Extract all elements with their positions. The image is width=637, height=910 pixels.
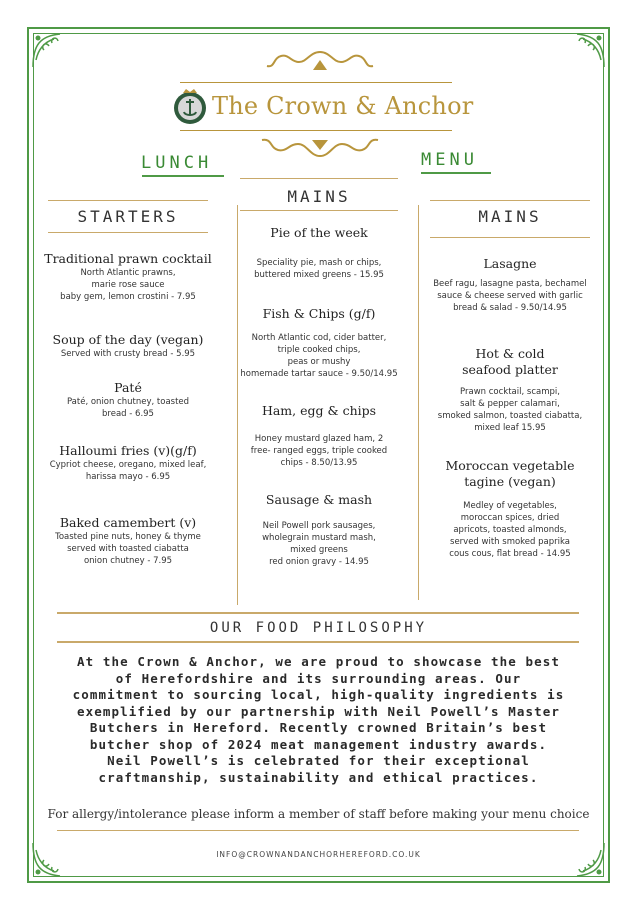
starters-rule-top [48, 200, 208, 201]
corner-flourish-bottom-right-icon [567, 840, 607, 880]
dish-desc: North Atlantic prawns, [80, 268, 176, 278]
dish-name: Moroccan vegetable tagine (vegan) [445, 458, 575, 489]
mains-center-rule-top [240, 178, 398, 179]
dish-desc: red onion gravy - 14.95 [269, 557, 369, 567]
main-item [425, 458, 595, 560]
mains-right-rule-top [430, 200, 590, 201]
dish-name: Ham, egg & chips [261, 403, 377, 418]
dish-desc: apricots, toasted almonds, [453, 525, 567, 535]
starter-item [42, 332, 214, 360]
starter-item [42, 515, 214, 567]
dish-desc: mixed greens [290, 545, 348, 555]
philosophy-line: Butchers in Hereford. Recently crowned Britain’s best [89, 720, 548, 735]
column-divider-right [418, 205, 419, 600]
main-item [240, 492, 398, 568]
dish-desc: triple cooked chips, [277, 345, 361, 355]
main-item [240, 306, 398, 380]
dish-desc: sauce & cheese served with garlic [437, 291, 583, 301]
dish-desc: bread & salad - 9.50/14.95 [453, 303, 567, 313]
mains-center-rule-bottom [240, 210, 398, 211]
crown-anchor-badge-icon [172, 88, 208, 126]
corner-flourish-bottom-left-icon [30, 840, 70, 880]
title-rule-top [180, 82, 452, 83]
dish-desc: marie rose sauce [91, 280, 165, 290]
mains-right-rule-bottom [430, 237, 590, 238]
dish-name: Paté [114, 380, 142, 395]
dish-desc: harissa mayo - 6.95 [85, 472, 171, 482]
dish-desc: wholegrain mustard mash, [262, 533, 376, 543]
dish-desc: mixed leaf 15.95 [474, 423, 546, 433]
dish-desc: chips - 8.50/13.95 [280, 458, 358, 468]
dish-name: Sausage & mash [265, 492, 373, 507]
main-item [425, 256, 595, 314]
dish-desc: buttered mixed greens - 15.95 [254, 270, 384, 280]
dish-desc: homemade tartar sauce - 9.50/14.95 [240, 369, 398, 379]
dish-desc: Neil Powell pork sausages, [262, 521, 376, 531]
philosophy-line: craftmanship, sustainability and ethical practices. [98, 769, 539, 785]
philosophy-line: At the Crown & Anchor, we are proud to showcase the best [76, 654, 561, 669]
philosophy-rule-top [57, 612, 579, 614]
main-item [240, 225, 398, 281]
dish-desc: North Atlantic cod, cider batter, [251, 333, 387, 343]
lunch-underline [142, 175, 224, 177]
philosophy-line: exemplified by our partnership with Neil Powell’s Master [76, 703, 561, 719]
philosophy-line: Neil Powell’s is celebrated for their exceptional [107, 753, 530, 768]
dish-name: Pie of the week [270, 225, 368, 240]
corner-flourish-top-left-icon [30, 30, 70, 70]
main-item [240, 403, 398, 469]
dish-desc: moroccan spices, dried [460, 513, 560, 523]
mains-center-heading: MAINS [287, 187, 351, 206]
lunch-label: LUNCH [141, 153, 213, 173]
menu-label: MENU [421, 150, 478, 170]
dish-desc: cous cous, flat bread - 14.95 [449, 549, 571, 559]
dish-name: Traditional prawn cocktail [44, 251, 212, 266]
menu-underline [421, 172, 491, 174]
starter-item [42, 443, 214, 483]
philosophy-heading: OUR FOOD PHILOSOPHY [209, 620, 428, 636]
dish-desc: Served with crusty bread - 5.95 [60, 349, 196, 359]
philosophy-line: commitment to sourcing local, high-quality ingredients is [72, 687, 565, 702]
dish-desc: Medley of vegetables, [463, 501, 557, 511]
starter-item [42, 251, 214, 303]
dish-desc: served with toasted ciabatta [67, 544, 189, 554]
dish-name: Baked camembert (v) [59, 515, 197, 530]
dish-desc: Paté, onion chutney, toasted [66, 397, 190, 407]
starter-item [42, 380, 214, 420]
dish-desc: Beef ragu, lasagne pasta, bechamel [433, 279, 587, 289]
title-rule-bottom [180, 130, 452, 131]
brand-title: The Crown & Anchor [212, 92, 474, 120]
main-item [425, 346, 595, 434]
corner-flourish-top-right-icon [567, 30, 607, 70]
dish-desc: baby gem, lemon crostini - 7.95 [60, 292, 196, 302]
dish-name: Halloumi fries (v)(g/f) [59, 443, 197, 458]
dish-name: Hot & cold seafood platter [462, 346, 558, 377]
dish-name: Soup of the day (vegan) [52, 332, 204, 347]
dish-desc: Toasted pine nuts, honey & thyme [55, 532, 201, 542]
footer-rule [57, 830, 579, 831]
dish-desc: served with smoked paprika [450, 537, 570, 547]
philosophy-rule-bottom [57, 641, 579, 643]
dish-desc: smoked salmon, toasted ciabatta, [437, 411, 583, 421]
philosophy-line: butcher shop of 2024 meat management industry awards. [89, 736, 548, 752]
dish-desc: Prawn cocktail, scampi, [460, 387, 560, 397]
philosophy-text [55, 654, 582, 786]
dish-desc: free- ranged eggs, triple cooked [250, 446, 388, 456]
dish-desc: salt & pepper calamari, [460, 399, 560, 409]
dish-desc: bread - 6.95 [102, 409, 154, 419]
contact-email[interactable]: INFO@CROWNANDANCHORHEREFORD.CO.UK [216, 850, 421, 859]
mains-right-heading: MAINS [478, 207, 542, 226]
philosophy-line: of Herefordshire and its surrounding areas. Our [115, 670, 522, 686]
starters-heading: STARTERS [77, 207, 179, 226]
dish-name: Fish & Chips (g/f) [262, 306, 376, 321]
starters-rule-bottom [48, 232, 208, 233]
dish-desc: Cypriot cheese, oregano, mixed leaf, [49, 460, 207, 470]
dish-desc: Honey mustard glazed ham, 2 [254, 434, 384, 444]
bottom-scroll-ornament-icon [250, 134, 390, 164]
dish-desc: Speciality pie, mash or chips, [256, 258, 382, 268]
dish-name: Lasagne [483, 256, 537, 271]
dish-desc: peas or mushy [287, 357, 351, 367]
allergy-note: For allergy/intolerance please inform a member of staff before making your menu choice [47, 807, 590, 821]
dish-desc: onion chutney - 7.95 [83, 556, 173, 566]
top-scroll-ornament-icon [255, 48, 385, 76]
column-divider-left [237, 205, 238, 605]
